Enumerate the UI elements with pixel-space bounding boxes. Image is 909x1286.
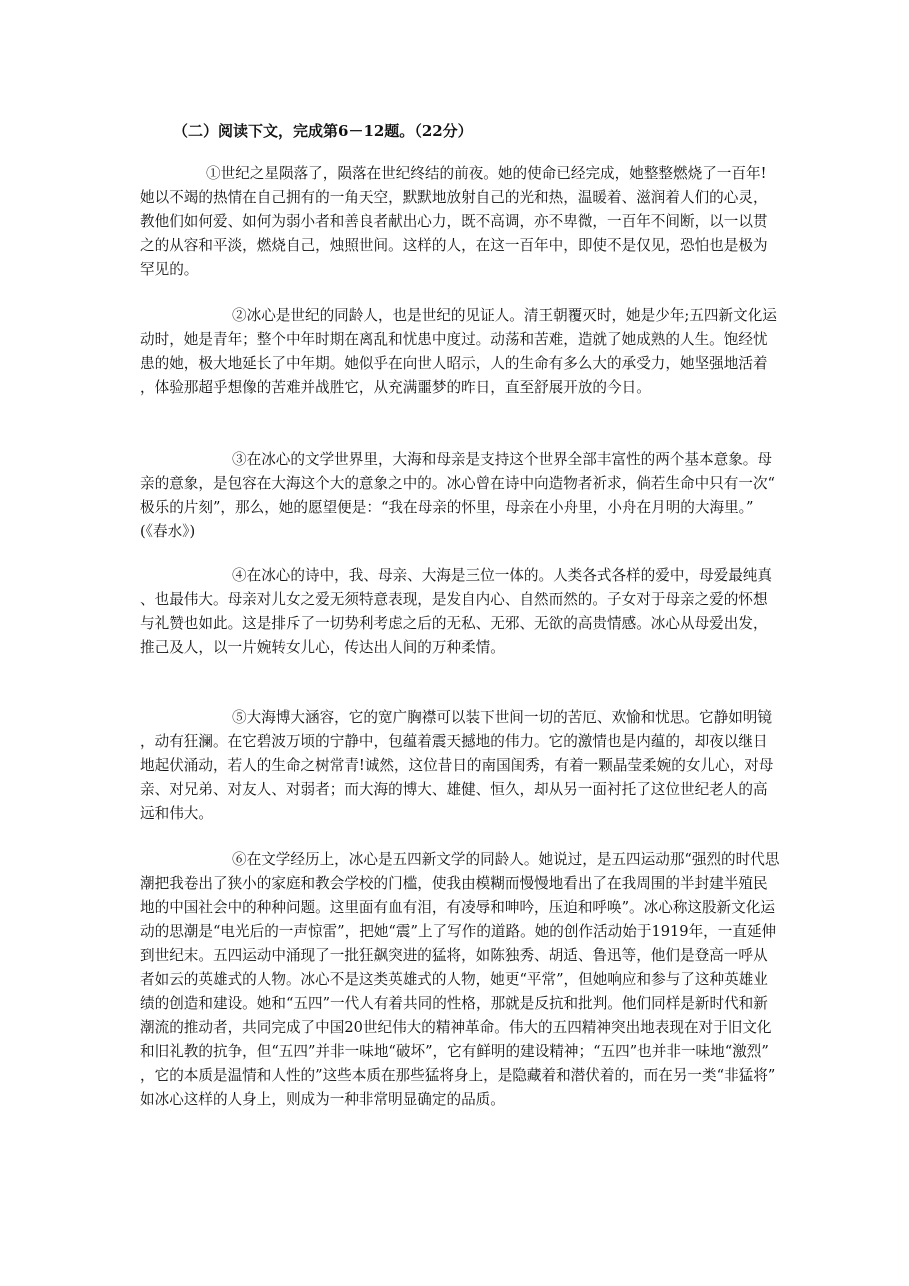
paragraph-3: ③在冰心的文学世界里，大海和母亲是支持这个世界全部丰富性的两个基本意象。母亲的意象，是包容在大海这个大的意象之中的。冰心曾在诗中向造物者祈求，倘若生命中只有一次“极乐的片刻”，那么，她的愿望便是：“我在母亲的怀里，母亲在小舟里，小舟在月明的大海里。” (《春水》)	[140, 451, 783, 540]
paragraph-6: ⑥在文学经历上，冰心是五四新文学的同龄人。她说过，是五四运动那“强烈的时代思潮把我卷出了狭小的家庭和教会学校的门槛，使我由模糊而慢慢地看出了在我周围的半封建半殖民地的中国社会中的种种问题。这里面有血有泪，有凌辱和呻吟，压迫和呼唤”。冰心称这股新文化运动的思潮是“电光后的一声惊雷”，把她“震”上了写作的道路。她的创作活动始于1919年，一直延伸到世纪末。五四运动中涌现了一批狂飙突进的猛将，如陈独秀、胡适、鲁迅等，他们是登高一呼从者如云的英雄式的人物。冰心不是这类英雄式的人物，她更“平常”，但她响应和参与了这种英雄业绩的创造和建设。她和“五四”一代人有着共同的性格，那就是反抗和批判。他们同样是新时代和新潮流的推动者，共同完成了中国20世纪伟大的精神革命。伟大的五四精神突出地表现在对于旧文化和旧礼教的抗争，但“五四”并非一味地“破坏”，它有鲜明的建设精神；“五四”也并非一味地“激烈”，它的本质是温情和人性的”这些本质在那些猛将身上，是隐藏着和潜伏着的，而在另一类“非猛将”如冰心这样的人身上，则成为一种非常明显确定的品质。	[140, 851, 780, 1108]
paragraph-4: ④在冰心的诗中，我、母亲、大海是三位一体的。人类各式各样的爱中，母爱最纯真、也最伟大。母亲对儿女之爱无须特意表现，是发自内心、自然而然的。子女对于母亲之爱的怀想与礼赞也如此。这是排斥了一切势利考虑之后的无私、无邪、无欲的高贵情感。冰心从母爱出发，推己及人，以一片婉转女儿心，传达出人间的万种柔情。	[140, 567, 772, 656]
paragraph-1: ①世纪之星陨落了，陨落在世纪终结的前夜。她的使命已经完成，她整整燃烧了一百年!她以不竭的热情在自己拥有的一角天空，默默地放射自己的光和热，温暖着、滋润着人们的心灵，教他们如何爱、如何为弱小者和善良者献出心力，既不高调，亦不卑微，一百年不间断，以一以贯之的从容和平淡，燃烧自己，烛照世间。这样的人，在这一百年中，即使不是仅见，恐怕也是极为罕见的。	[140, 165, 768, 278]
section-heading: （二）阅读下文，完成第6－12题。（22分）	[173, 122, 473, 140]
paragraph-5: ⑤大海博大涵容，它的宽广胸襟可以装下世间一切的苦厄、欢愉和忧思。它静如明镜，动有狂澜。在它碧波万顷的宁静中，包蕴着震天撼地的伟力。它的激情也是内蕴的，却夜以继日地起伏涌动，若人的生命之树常青!诚然，这位昔日的南国闺秀，有着一颗晶莹柔婉的女儿心，对母亲、对兄弟、对友人、对弱者；而大海的博大、雄健、恒久，却从另一面衬托了这位世纪老人的高远和伟大。	[140, 709, 774, 822]
paragraph-2: ②冰心是世纪的同龄人，也是世纪的见证人。清王朝覆灭时，她是少年;五四新文化运动时，她是青年；整个中年时期在离乱和忧患中度过。动荡和苦难，造就了她成熟的人生。饱经忧患的她，极大地延长了中年期。她似乎在向世人昭示，人的生命有多么大的承受力，她坚强地活着，体验那超乎想像的苦难并战胜它，从充满噩梦的昨日，直至舒展开放的今日。	[140, 307, 777, 396]
